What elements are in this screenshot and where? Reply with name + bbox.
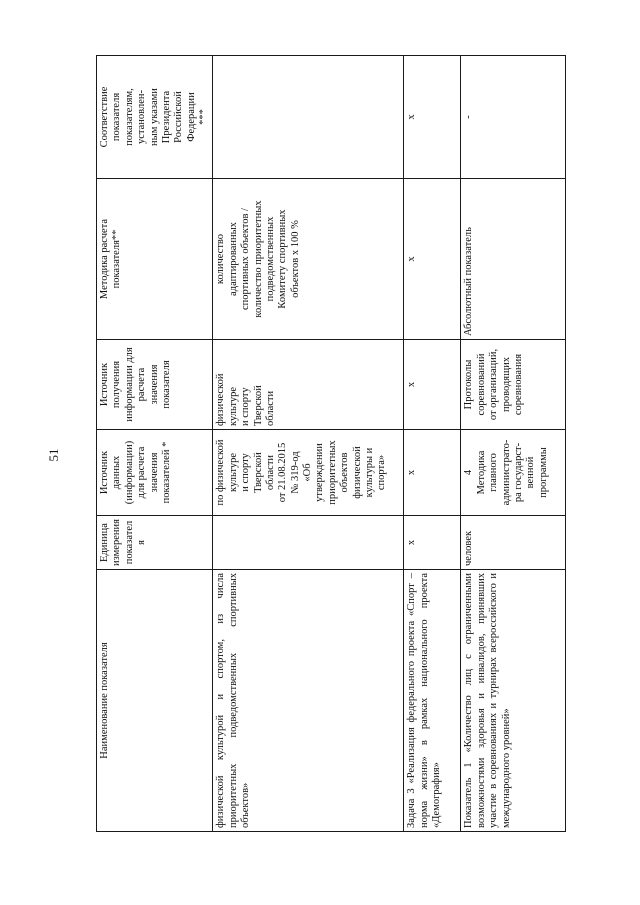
cell-info-source: физической культуре и спорту Тверской области — [213, 340, 404, 430]
cell-info-source: Протоколы соревнований от организаций, проводящих соревнования — [461, 340, 566, 430]
cell-unit: х — [404, 516, 461, 570]
cell-data-source: по физической культуре и спорту Тверской области от 21.08.2015 № 319-од «Об утверждении приоритетных объектов физической культуры и спорта» — [213, 430, 404, 516]
header-info-source: Источник получения информации для расчета значения показателя — [97, 340, 213, 430]
header-name: Наименование показателя — [97, 570, 213, 832]
cell-name: Показатель 1 «Количество лиц с ограниченными возможностями здоровья и инвалидов, принявших участие в соревнованиях и турнирах всероссийского и международного уровней» — [461, 570, 566, 832]
header-compliance: Соответствие показателя показателям, установлен- ным указами Президента Российской Федерации *** — [97, 56, 213, 179]
cell-name: Задача 3 «Реализация федерального проекта «Спорт – норма жизни» в рамках национального проекта «Демография» — [404, 570, 461, 832]
rotated-table-frame — [96, 56, 584, 832]
table-row — [213, 56, 404, 832]
page-number: 51 — [46, 448, 61, 462]
header-data-source: Источник данных (информации) для расчета значения показателей * — [97, 430, 213, 516]
cell-compliance — [213, 56, 404, 179]
header-method: Методика расчета показателя** — [97, 179, 213, 340]
cell-compliance: х — [404, 56, 461, 179]
cell-name: физической культурой и спортом, из числа приоритетных подведомственных спортивных объектов» — [213, 570, 404, 832]
header-unit: Единица измерения показателя — [97, 516, 213, 570]
table-row — [404, 56, 461, 832]
cell-compliance: - — [461, 56, 566, 179]
cell-method: количество адаптированных спортивных объектов / количество приоритетных подведомственных Комитету спортивных объектов х 100 % — [213, 179, 404, 340]
indicators-table — [96, 55, 566, 832]
cell-unit: человек — [461, 516, 566, 570]
table-row — [461, 56, 566, 832]
cell-data-source: 4 Методика главного администрато- ра государст- венной программы — [461, 430, 566, 516]
table-header-row — [97, 56, 213, 832]
cell-method: Абсолютный показатель — [461, 179, 566, 340]
cell-method: х — [404, 179, 461, 340]
cell-unit — [213, 516, 404, 570]
cell-data-source: х — [404, 430, 461, 516]
cell-info-source: х — [404, 340, 461, 430]
